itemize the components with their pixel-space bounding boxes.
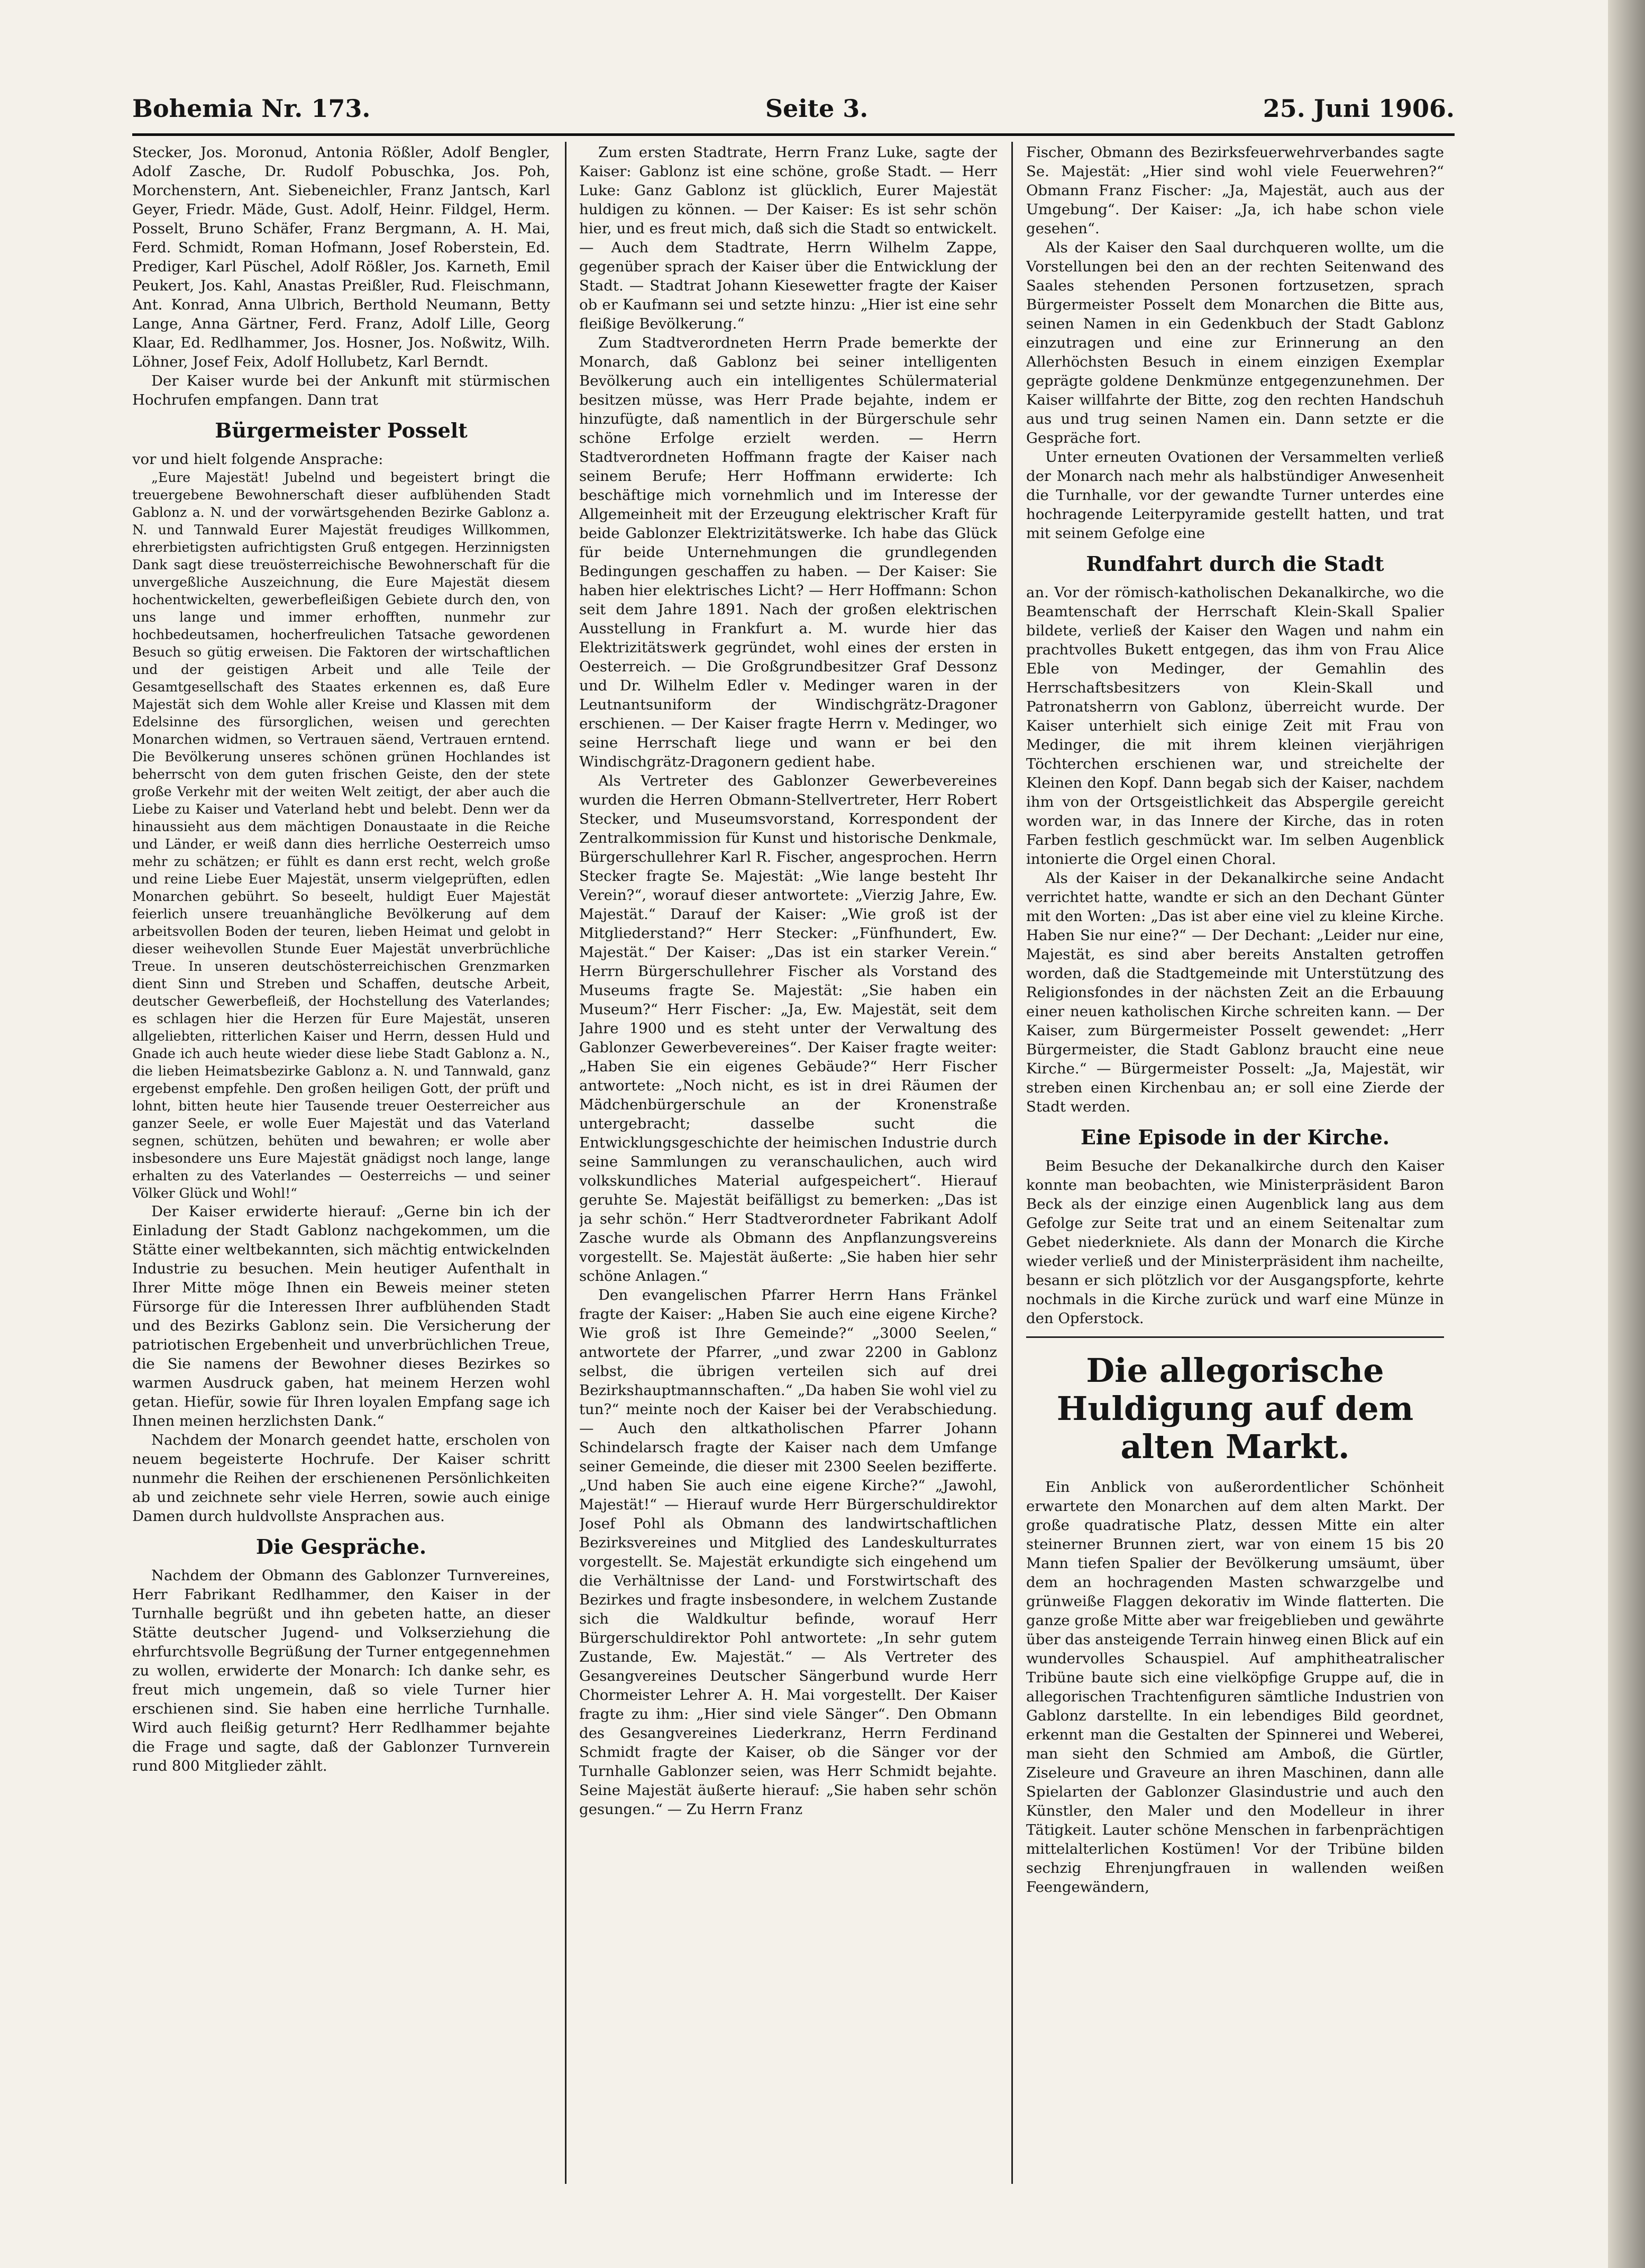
paragraph: Nachdem der Obmann des Gablonzer Turnvereines, Herr Fabrikant Redlhammer, den Kaiser in der Turnhalle begrüßt und ihn gebeten hatte, an dieser Stätte deutscher Jugend- und Volkserziehung die ehrfurchtsvolle Begrüßung der Turner entgegennehmen zu wollen, erwiderte der Monarch: Ich danke sehr, es freut mich ungemein, daß so viele Turner hier erschienen sind. Sie haben eine herrliche Turnhalle. Wird auch fleißig geturnt? Herr Redlhammer bejahte die Frage und sagte, daß der Gablonzer Turnverein rund 800 Mitglieder zählt. bbox=[132, 1567, 550, 1774]
column-divider-2 bbox=[1011, 142, 1013, 2184]
paragraph: Als der Kaiser in der Dekanalkirche seine Andacht verrichtet hatte, wandte er sich an den Dechant Günter mit den Worten: „Das ist aber eine viel zu kleine Kirche. Haben Sie nur eine?“ — Der Dechant: „Leider nur eine, Majestät, es sind aber bereits Anstalten getroffen worden, daß die Stadtgemeinde mit Unterstützung des Religionsfondes in der nächsten Zeit an die Erbauung einer neuen katholischen Kirche schreiten kann. — Der Kaiser, zum Bürgermeister Posselt gewendet: „Herr Bürgermeister, die Stadt Gablonz braucht eine neue Kirche.“ — Bürgermeister Posselt: „Ja, Majestät, wir streben einen Kirchenbau an; er soll eine Zierde der Stadt werden. bbox=[1026, 870, 1444, 1115]
section-heading-rundfahrt: Rundfahrt durch die Stadt bbox=[1086, 552, 1384, 576]
header-date: 25. Juni 1906. bbox=[1263, 94, 1455, 123]
paragraph: an. Vor der römisch-katholischen Dekanalkirche, wo die Beamtenschaft der Herrschaft Klein-Skall Spalier bildete, verließ der Kaiser den Wagen und nahm ein prachtvolles Bukett entgegen, das ihm von Frau Alice Eble von Medinger, der Gemahlin des Herrschaftsbesitzers von Klein-Skall und Patronatsherrn von Gablonz, überreicht wurde. Der Kaiser unterhielt sich einige Zeit mit Frau von Medinger, die mit ihrem kleinen vierjährigen Töchterchen erschienen war, und streichelte der Kleinen den Kopf. Dann begab sich der Kaiser, nachdem ihm von der Ortsgeistlichkeit das Abspergile gereicht worden war, in das Innere der Kirche, das in roten Farben festlich geschmückt war. Im selben Augenblick intonierte die Orgel einen Choral. bbox=[1026, 584, 1444, 868]
paragraph: Ein Anblick von außerordentlicher Schönheit erwartete den Monarchen auf dem alten Markt. Der große quadratische Platz, dessen Mitte ein alter steinerner Brunnen ziert, war von einem 15 bis 20 Mann tiefen Spalier der Bevölkerung umsäumt, über dem an hochragenden Masten schwarzgelbe und grünweiße Flaggen dekorativ im Winde flatterten. Die ganze große Mitte aber war freigeblieben und gewährte über das ansteigende Terrain hinweg einen Blick auf ein wundervolles Schauspiel. Auf amphitheatralischer Tribüne baute sich eine vielköpfige Gruppe auf, die in allegorischen Trachtenfiguren sämtliche Industrien von Gablonz darstellte. In ein lebendiges Bild geordnet, erkennt man die Gestalten der Spinnerei und Weberei, man sieht den Schmied am Amboß, die Gürtler, Ziseleure und Graveure an ihren Maschinen, dann alle Spielarten der Gablonzer Glasindustrie und auch den Künstler, den Maler und den Modelleur in ihrer Tätigkeit. Lauter schöne Menschen in farbenprächtigen mittelalterlichen Kostümen! Vor der Tribüne bilden sechzig Ehrenjungfrauen in wallenden weißen Feengewändern, bbox=[1026, 1479, 1444, 1896]
paragraph: Zum Stadtverordneten Herrn Prade bemerkte der Monarch, daß Gablonz bei seiner intelligenten Bevölkerung auch ein intelligentes Schülermaterial besitzen müsse, was Herr Prade bejahte, indem er hinzufügte, daß namentlich in der Bürgerschule sehr schöne Erfolge erzielt werden. — Herrn Stadtverordneten Hoffmann fragte der Kaiser nach seinem Berufe; Herr Hoffmann erwiderte: Ich beschäftige mich vornehmlich und im Interesse der Allgemeinheit mit der Erzeugung elektrischer Kraft für beide Gablonzer Elektrizitätswerke. Ich habe das Glück für beide Unternehmungen die grundlegenden Bedingungen geschaffen zu haben. — Der Kaiser: Sie haben hier elektrisches Licht? — Herr Hoffmann: Schon seit dem Jahre 1891. Nach der großen elektrischen Ausstellung in Frankfurt a. M. wurde hier das Elektrizitätswerk gegründet, wohl eines der ersten in Oesterreich. — Die Großgrundbesitzer Graf Dessonz und Dr. Wilhelm Edler v. Medinger waren in der Leutnantsuniform der Windischgrätz-Dragoner erschienen. — Der Kaiser fragte Herrn v. Medinger, wo seine Herrschaft liege und wann er bei den Windischgrätz-Dragonern gedient habe. bbox=[579, 334, 997, 770]
newspaper-page bbox=[132, 85, 1455, 2190]
section-heading-buergermeister: Bürgermeister Posselt bbox=[215, 418, 468, 442]
section-rule bbox=[1026, 1336, 1444, 1338]
paragraph: Den evangelischen Pfarrer Herrn Hans Fränkel fragte der Kaiser: „Haben Sie auch eine eigene Kirche? Wie groß ist Ihre Gemeinde?“ „3000 Seelen,“ antwortete der Pfarrer, „und zwar 2200 in Gablonz selbst, die übrigen verteilen sich auf drei Bezirkshauptmannschaften.“ „Da haben Sie wohl viel zu tun?“ meinte noch der Kaiser bei der Verabschiedung. — Auch den altkatholischen Pfarrer Johann Schindelarsch fragte der Kaiser nach dem Umfange seiner Gemeinde, die dieser mit 2300 Seelen bezifferte. „Und haben Sie auch eine eigene Kirche?“ „Jawohl, Majestät!“ — Hierauf wurde Herr Bürgerschuldirektor Josef Pohl als Obmann des landwirtschaftlichen Bezirksvereines und Mitglied des Landeskulturrates vorgestellt. Se. Majestät erkundigte sich eingehend um die Verhältnisse der Land- und Forstwirtschaft des Bezirkes und fragte insbesondere, in welchem Zustande sich die Waldkultur befinde, worauf Herr Bürgerschuldirektor Pohl antwortete: „In sehr gutem Zustande, Ew. Majestät.“ — Als Vertreter des Gesangvereines Deutscher Sängerbund wurde Herr Chormeister Lehrer A. H. Mai vorgestellt. Der Kaiser fragte zu ihm: „Hier sind viele Sänger“. Den Obmann des Gesangvereines Liederkranz, Herrn Ferdinand Schmidt fragte der Kaiser, ob die Sänger vor der Turnhalle Gablonzer seien, was Herr Schmidt bejahte. Seine Majestät äußerte hierauf: „Sie haben sehr schön gesungen.“ — Zu Herrn Franz bbox=[579, 1287, 997, 1818]
paragraph: Der Kaiser wurde bei der Ankunft mit stürmischen Hochrufen empfangen. Dann trat bbox=[132, 372, 550, 408]
section-heading-gespraeche: Die Gespräche. bbox=[255, 1535, 427, 1559]
column-3 bbox=[1026, 143, 1444, 2185]
column-2 bbox=[579, 143, 997, 2185]
paragraph: Als Vertreter des Gablonzer Gewerbevereines wurden die Herren Obmann-Stellvertreter, Herr Robert Stecker, und Museumsvorstand, Korrespondent der Zentralkommission für Kunst und historische Denkmale, Bürgerschullehrer Karl R. Fischer, angesprochen. Herrn Stecker fragte Se. Majestät: „Wie lange besteht Ihr Verein?“, worauf dieser antwortete: „Vierzig Jahre, Ew. Majestät.“ Darauf der Kaiser: „Wie groß ist der Mitgliederstand?“ Herr Stecker: „Fünfhundert, Ew. Majestät.“ Der Kaiser: „Das ist ein starker Verein.“ Herrn Bürgerschullehrer Fischer als Vorstand des Museums fragte Se. Majestät: „Sie haben ein Museum?“ Herr Fischer: „Ja, Ew. Majestät, seit dem Jahre 1900 und es steht unter der Verwaltung des Gablonzer Gewerbevereines“. Der Kaiser fragte weiter: „Haben Sie ein eigenes Gebäude?“ Herr Fischer antwortete: „Noch nicht, es ist in drei Räumen der Mädchenbürgerschule an der Kronenstraße untergebracht; dasselbe sucht die Entwicklungsgeschichte der heimischen Industrie durch seine Sammlungen zu veranschaulichen, auch wird volkskundliches Material aufgespeichert“. Hierauf geruhte Se. Majestät beifälligst zu bemerken: „Das ist ja sehr schön.“ Herr Stadtverordneter Fabrikant Adolf Zasche wurde als Obmann des Anpflanzungsvereins vorgestellt. Se. Majestät äußerte: „Sie haben hier sehr schöne Anlagen.“ bbox=[579, 772, 997, 1285]
paragraph: Nachdem der Monarch geendet hatte, erscholen von neuem begeisterte Hochrufe. Der Kaiser schritt nunmehr die Reihen der erschienenen Persönlichkeiten ab und zeichnete sehr viele Herren, sowie auch einige Damen durch huldvollste Ansprachen aus. bbox=[132, 1432, 550, 1525]
header-rule bbox=[132, 133, 1455, 136]
paragraph: Unter erneuten Ovationen der Versammelten verließ der Monarch nach mehr als halbstündiger Anwesenheit die Turnhalle, vor der gewandte Turner unterdes eine hochragende Leiterpyramide gestellt hatten, und trat mit seinem Gefolge eine bbox=[1026, 449, 1444, 542]
page-edge-shadow bbox=[1608, 0, 1645, 2268]
paragraph: Fischer, Obmann des Bezirksfeuerwehrverbandes sagte Se. Majestät: „Hier sind wohl viele Feuerwehren?“ Obmann Franz Fischer: „Ja, Majestät, auch aus der Umgebung“. Der Kaiser: „Ja, ich habe schon viele gesehen“. bbox=[1026, 144, 1444, 237]
paragraph: Zum ersten Stadtrate, Herrn Franz Luke, sagte der Kaiser: Gablonz ist eine schöne, große Stadt. — Herr Luke: Ganz Gablonz ist glücklich, Eurer Majestät huldigen zu können. — Der Kaiser: Es ist sehr schön hier, und es freut mich, daß sich die Stadt so entwickelt. — Auch dem Stadtrate, Herrn Wilhelm Zappe, gegenüber sprach der Kaiser über die Entwicklung der Stadt. — Stadtrat Johann Kiesewetter fragte der Kaiser ob er Kaufmann sei und setzte hinzu: „Hier ist eine sehr fleißige Bevölkerung.“ bbox=[579, 144, 997, 332]
section-heading-allegorie: Die allegorische Huldigung auf dem alten Markt. bbox=[1056, 1351, 1414, 1466]
attendee-list: Stecker, Jos. Moronud, Antonia Rößler, Adolf Bengler, Adolf Zasche, Dr. Rudolf Pobuschka, Jos. Poh, Morchenstern, Ant. Siebeneichler, Franz Jantsch, Karl Geyer, Friedr. Mäde, Gust. Adolf, Heinr. Fildgel, Herm. Posselt, Bruno Schäfer, Franz Bergmann, A. H. Mai, Ferd. Schmidt, Roman Hofmann, Josef Roberstein, Ed. Prediger, Karl Püschel, Adolf Rößler, Jos. Karneth, Emil Peukert, Jos. Kahl, Anastas Preißler, Rud. Fleischmann, Ant. Konrad, Anna Ulbrich, Berthold Neumann, Betty Lange, Anna Gärtner, Ferd. Franz, Adolf Lille, Georg Klaar, Ed. Redlhammer, Jos. Hosner, Jos. Noßwitz, Wilh. Löhner, Josef Feix, Adolf Hollubetz, Karl Berndt. bbox=[132, 144, 550, 370]
column-divider-1 bbox=[565, 142, 566, 2184]
paragraph: vor und hielt folgende Ansprache: bbox=[132, 451, 383, 468]
page-header bbox=[132, 85, 1455, 132]
header-page-number: Seite 3. bbox=[765, 94, 869, 123]
paragraph: Als der Kaiser den Saal durchqueren wollte, um die Vorstellungen bei den an der rechten Seitenwand des Saales stehenden Personen fortzusetzen, sprach Bürgermeister Posselt dem Monarchen die Bitte aus, seinen Namen in ein Gedenkbuch der Stadt Gablonz einzutragen und eine zur Erinnerung an den Allerhöchsten Besuch in einem einzigen Exemplar geprägte goldene Denkmünze entgegenzunehmen. Der Kaiser willfahrte der Bitte, zog den rechten Handschuh aus und trug seinen Namen ein. Dann setzte er die Gespräche fort. bbox=[1026, 239, 1444, 447]
header-publication: Bohemia Nr. 173. bbox=[132, 94, 371, 123]
speech-quote: „Eure Majestät! Jubelnd und begeistert bringt die treuergebene Bewohnerschaft dieser aufblühenden Stadt Gablonz a. N. und der vorwärtsgehenden Bezirke Gablonz a. N. und Tannwald Eurer Majestät freudiges Willkommen, ehrerbietigsten aufrichtigsten Gruß entgegen. Herzinnigsten Dank sagt diese treuösterreichische Bewohnerschaft für die unvergeßliche Auszeichnung, die Eure Majestät diesem hochentwickelten, gewerbefleißigen Gebiete durch den, von uns lange und immer erhofften, nunmehr zur hochbedeutsamen, hocherfreulichen Tatsache gewordenen Besuch so gütig erweisen. Die Faktoren der wirtschaftlichen und der geistigen Arbeit und alle Teile der Gesamtgesellschaft des Staates erkennen es, daß Eure Majestät sich dem Wohle aller Kreise und Klassen mit dem Edelsinne des fürsorglichen, weisen und gerechten Monarchen widmen, so Vertrauen säend, Vertrauen erntend. Die Bevölkerung unseres schönen grünen Hochlandes ist beherrscht von dem guten frischen Geiste, den der stete große Verkehr mit der weiten Welt zeitigt, der aber auch die Liebe zu Kaiser und Vaterland hebt und belebt. Denn wer da hinaussieht aus dem mächtigen Donaustaate in die Reiche und Länder, er weiß dann dies herrliche Oesterreich umso mehr zu schätzen; er fühlt es dann erst recht, welch große und reine Liebe Euer Majestät, unserm vielgeprüften, edlen Monarchen gebührt. So beseelt, huldigt Euer Majestät feierlich unsere treuanhängliche Bevölkerung auf dem arbeitsvollen Boden der teuren, lieben Heimat und gelobt in dieser weihevollen Stunde Euer Majestät unverbrüchliche Treue. In unseren deutschösterreichischen Grenzmarken dient Sinn und Streben und Schaffen, deutsche Arbeit, deutscher Gewerbefleiß, der Hochstellung des Vaterlandes; es schlagen hier die Herzen für Eure Majestät, unseren allgeliebten, ritterlichen Kaiser und Herrn, dessen Huld und Gnade ich auch heute wieder diese liebe Stadt Gablonz a. N., die lieben Heimatsbezirke Gablonz a. N. und Tannwald, ganz ergebenst empfehle. Den großen heiligen Gott, der prüft und lohnt, bitten heute hier Tausende treuer Oesterreicher aus ganzer Seele, er wolle Euer Majestät und das Vaterland segnen, schützen, behüten und bewahren; er wolle aber insbesondere uns Eure Majestät gnädigst noch lange, lange erhalten zu des Vaterlandes — Oesterreichs — und seiner Völker Glück und Wohl!“ bbox=[132, 470, 550, 1201]
paragraph: Beim Besuche der Dekanalkirche durch den Kaiser konnte man beobachten, wie Ministerpräsident Baron Beck als der einzige einen Augenblick lang aus dem Gefolge zur Seite trat und an einem Seitenaltar zum Gebet niederkniete. Als dann der Monarch die Kirche wieder verließ und der Ministerpräsident ihm nacheilte, besann er sich plötzlich vor der Ausgangspforte, kehrte nochmals in die Kirche zurück und warf eine Münze in den Opferstock. bbox=[1026, 1158, 1444, 1327]
section-heading-episode: Eine Episode in der Kirche. bbox=[1080, 1125, 1390, 1149]
column-1 bbox=[132, 143, 550, 2185]
paragraph: Der Kaiser erwiderte hierauf: „Gerne bin ich der Einladung der Stadt Gablonz nachgekommen, um die Stätte einer weltbekannten, sich mächtig entwickelnden Industrie zu besuchen. Mein heutiger Aufenthalt in Ihrer Mitte möge Ihnen ein Beweis meiner steten Fürsorge für die Interessen Ihrer aufblühenden Stadt und des Bezirks Gablonz sein. Die Versicherung der patriotischen Ergebenheit und unverbrüchlichen Treue, die Sie namens der Bewohner dieses Bezirkes so warmen Ausdruck gaben, hat meinem Herzen wohl getan. Hiefür, sowie für Ihren loyalen Empfang sage ich Ihnen meinen herzlichsten Dank.“ bbox=[132, 1203, 550, 1429]
